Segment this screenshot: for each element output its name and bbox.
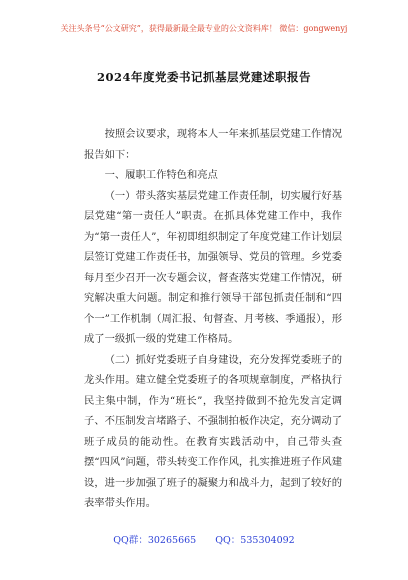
document-title: 2024年度党委书记抓基层党建述职报告	[96, 70, 311, 84]
paragraph-2: （二）抓好党委班子自身建设，充分发挥党委班子的龙头作用。建立健全党委班子的各项规章制度，严格执行民主集中制，作为“班长”，我坚持做到不抢先发言定调子、不压制发言堵路子、不强制拍板作决定，充分调动了班子成员的能动性。在教育实践活动中，自己带头查摆“四风”问题，带头转变工作作风，扎实推进班子作风建设，进一步加强了班子的凝聚力和战斗力，起到了较好的表率带头作用。	[84, 353, 342, 509]
header-promo-text: 关注头条号“公文研究”，获得最新最全最专业的公文资料库！ 微信：gongwenyj	[60, 24, 348, 33]
footer-qq-number: QQ：535304092	[215, 535, 295, 546]
section-heading-1: 一、履职工作特色和亮点	[104, 169, 218, 181]
paragraph-intro: 按照会议要求，现将本人一年来抓基层党建工作情况报告如下：	[84, 128, 342, 161]
paragraph-1: （一）带头落实基层党建工作责任制，切实履行好基层党建“第一责任人”职责。在抓具体党建工作中，我作为“第一责任人”，年初即组织制定了年度党建工作计划层层签订党建工作责任书，加强领导、党员的管理。乡党委每月至少召开一次专题会议，督查落实党建工作情况，研究解决重大问题。制定和推行领导干部包抓责任制和“四个一”工作机制（周汇报、旬督查、月考核、季通报），形成了一级抓一级的党建工作格局。	[84, 189, 342, 345]
document-body	[84, 124, 342, 514]
footer-qq-group: QQ群：30265665	[113, 535, 197, 546]
footer-contact	[0, 535, 408, 547]
